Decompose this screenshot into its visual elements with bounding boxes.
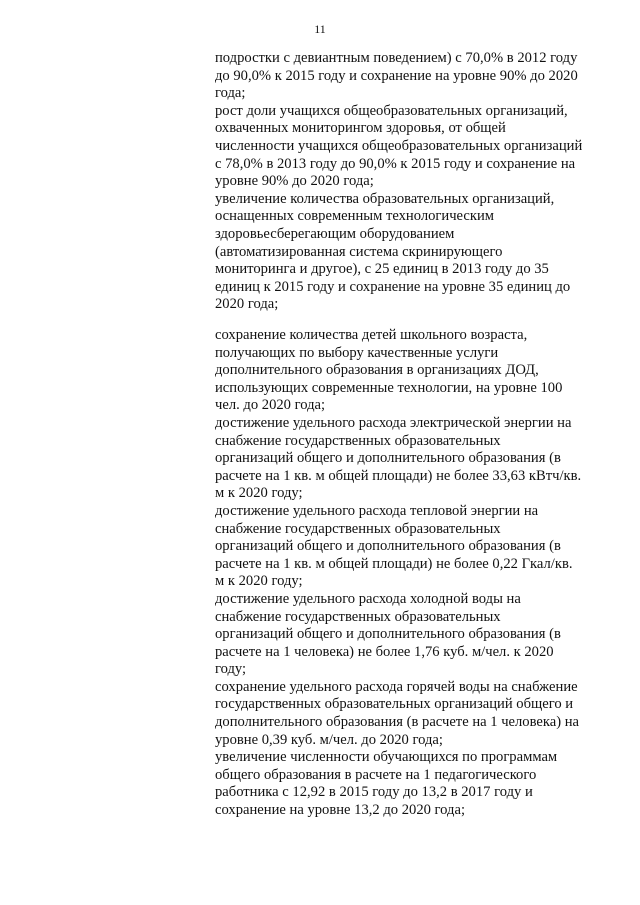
text-line: сохранение на уровне 13,2 до 2020 года;	[215, 802, 466, 819]
text-line: году;	[215, 661, 247, 678]
text-line: общего образования в расчете на 1 педагогического	[215, 766, 537, 783]
text-line: единиц к 2015 году и сохранение на уровне 35 единиц до	[215, 278, 571, 295]
text-line: оснащенных современным технологическим	[215, 208, 495, 225]
text-line: государственных образовательных организаций общего и	[215, 696, 574, 713]
text-line: получающих по выбору качественные услуги	[215, 344, 499, 361]
text-line: с 78,0% в 2013 году до 90,0% к 2015 году и сохранение на	[215, 155, 576, 172]
text-line: снабжение государственных образовательных	[215, 432, 501, 449]
text-line: уровне 90% до 2020 года;	[215, 173, 374, 190]
text-line: подростки с девиантным поведением) с 70,0% в 2012 году	[215, 50, 578, 66]
text-line: уровне 0,39 куб. м/чел. до 2020 года;	[215, 731, 443, 748]
text-line: (автоматизированная система скринирующего	[215, 243, 503, 260]
page-number: 11	[314, 22, 326, 36]
text-line: организаций общего и дополнительного образования (в	[215, 538, 561, 555]
text-line: снабжение государственных образовательных	[215, 520, 501, 537]
text-line: года;	[215, 85, 246, 102]
text-line: здоровьесберегающим оборудованием	[215, 225, 455, 242]
text-line: дополнительного образования в организациях ДОД,	[215, 362, 539, 379]
text-line: м к 2020 году;	[215, 573, 303, 590]
text-line: достижение удельного расхода тепловой энергии на	[215, 502, 539, 519]
text-line: охваченных мониторингом здоровья, от общей	[215, 120, 506, 137]
text-line: м к 2020 году;	[215, 485, 303, 502]
text-line: сохранение удельного расхода горячей воды на снабжение	[215, 678, 578, 695]
text-line: работника с 12,92 в 2015 году до 13,2 в 2017 году и	[215, 784, 533, 801]
text-line: увеличение численности обучающихся по программам	[215, 749, 558, 766]
text-line: мониторинга и другое), с 25 единиц в 2013 году до 35	[215, 261, 549, 278]
text-line: организаций общего и дополнительного образования (в	[215, 626, 561, 643]
text-line: рост доли учащихся общеобразовательных организаций,	[215, 102, 568, 119]
text-line: достижение удельного расхода холодной воды на	[215, 590, 521, 607]
text-line: снабжение государственных образовательных	[215, 608, 501, 625]
text-line: 2020 года;	[215, 296, 279, 313]
text-line: достижение удельного расхода электрической энергии на	[215, 414, 572, 431]
text-line: организаций общего и дополнительного образования (в	[215, 450, 561, 467]
text-line: расчете на 1 кв. м общей площади) не более 0,22 Гкал/кв.	[215, 555, 573, 572]
text-line: дополнительного образования (в расчете на 1 человека) на	[215, 714, 580, 731]
text-line: расчете на 1 кв. м общей площади) не более 33,63 кВтч/кв.	[215, 467, 582, 484]
text-line: использующих современные технологии, на уровне 100	[215, 379, 563, 396]
text-line: сохранение количества детей школьного возраста,	[215, 327, 528, 343]
text-block-1	[215, 50, 610, 314]
text-line: численности учащихся общеобразовательных организаций	[215, 137, 583, 154]
text-line: до 90,0% к 2015 году и сохранение на уровне 90% до 2020	[215, 67, 578, 84]
text-line: расчете на 1 человека) не более 1,76 куб. м/чел. к 2020	[215, 643, 554, 660]
text-line: увеличение количества образовательных организаций,	[215, 190, 555, 207]
text-line: чел. до 2020 года;	[215, 397, 326, 414]
text-block-2	[215, 327, 610, 820]
